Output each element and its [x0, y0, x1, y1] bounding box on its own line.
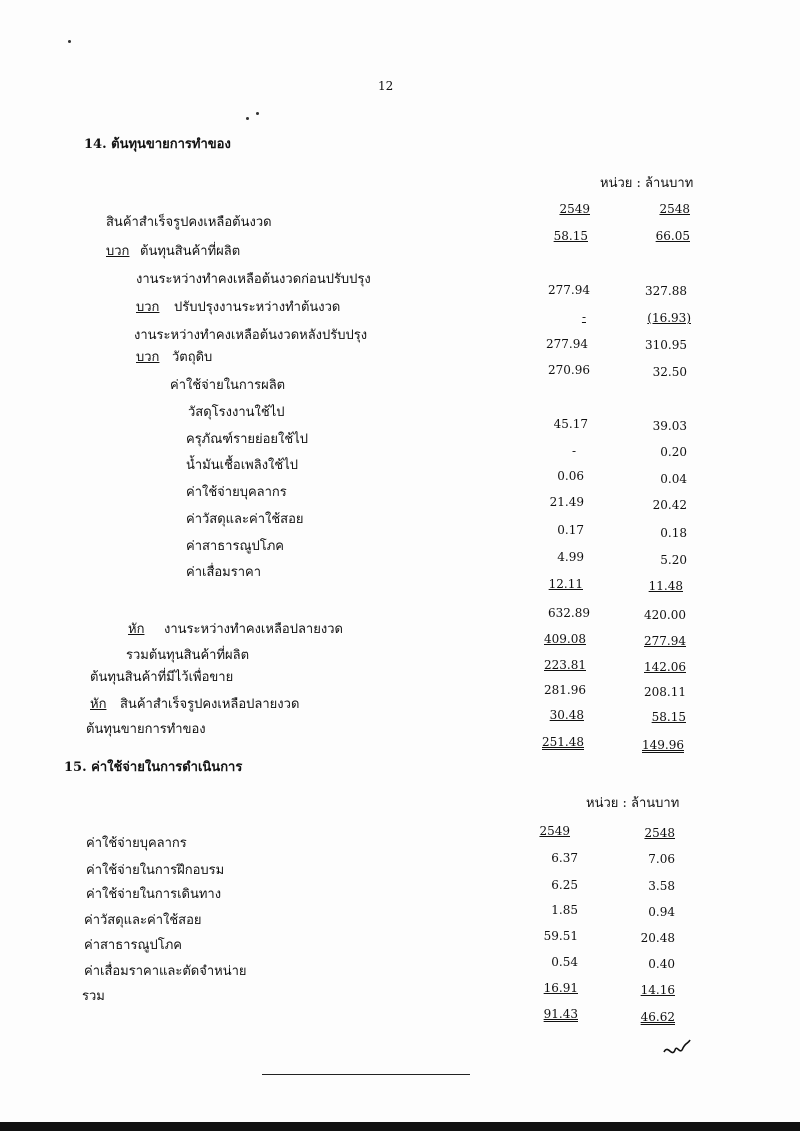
row-value-2549: 6.37: [551, 851, 578, 865]
row-label: ค่าใช้จ่ายในการเดินทาง: [86, 887, 222, 902]
row-label: รวมต้นทุนสินค้าที่ผลิต: [126, 648, 250, 663]
row-value-2549: 0.06: [557, 469, 584, 483]
row-label: ต้นทุนสินค้าที่มีไว้เพื่อขาย: [90, 670, 234, 685]
row-label: ครุภัณฑ์รายย่อยใช้ไป: [186, 432, 309, 447]
section-14-title: 14. ต้นทุนขายการทำของ: [84, 137, 231, 152]
row-value-2548: 58.15: [651, 710, 686, 724]
row-prefix: หัก: [90, 697, 107, 712]
scan-edge-band: [0, 1122, 800, 1131]
row-value-2549: 0.17: [557, 523, 584, 537]
row-prefix: บวก: [136, 350, 160, 365]
row-value-2548: 0.94: [648, 905, 675, 919]
row-label: งานระหว่างทำคงเหลือต้นงวดก่อนปรับปรุง: [136, 272, 371, 287]
row-value-2549: 277.94: [548, 283, 590, 297]
initials-signature-mark: [662, 1036, 692, 1062]
row-value-2548: 66.05: [655, 229, 690, 243]
row-value-2549: 270.96: [548, 363, 590, 377]
row-prefix: บวก: [136, 300, 160, 315]
row-value-2548: 3.58: [648, 879, 675, 893]
row-value-2548: 14.16: [640, 983, 675, 997]
row-label: วัสดุโรงงานใช้ไป: [188, 405, 285, 420]
section-15-unit: หน่วย : ล้านบาท: [586, 796, 680, 811]
section-14-col-2548: 2548: [659, 202, 690, 216]
row-label: ปรับปรุงงานระหว่างทำต้นงวด: [174, 300, 341, 315]
row-label: ต้นทุนขายการทำของ: [86, 722, 206, 737]
row-value-2548: 142.06: [644, 660, 686, 674]
row-label: ค่าเสื่อมราคาและตัดจำหน่าย: [84, 964, 247, 979]
row-value-2548: (16.93): [647, 311, 691, 325]
row-value-2549: 281.96: [544, 683, 586, 697]
section-14-unit: หน่วย : ล้านบาท: [600, 176, 694, 191]
total-value-2549: 91.43: [543, 1007, 578, 1021]
row-value-2548: 20.42: [652, 498, 687, 512]
row-value-2548: 11.48: [648, 579, 683, 593]
row-label: รวม: [82, 989, 105, 1004]
page-number: 12: [378, 79, 394, 93]
row-label: สินค้าสำเร็จรูปคงเหลือต้นงวด: [106, 215, 272, 230]
total-value-2548: 149.96: [642, 738, 684, 752]
row-value-2549: 59.51: [543, 929, 578, 943]
row-label: ค่าใช้จ่ายในการฝึกอบรม: [86, 863, 225, 878]
scan-speck: [246, 117, 249, 120]
row-value-2548: 20.48: [640, 931, 675, 945]
row-label: ค่าเสื่อมราคา: [186, 565, 262, 580]
row-label: ต้นทุนสินค้าที่ผลิต: [140, 244, 241, 259]
total-value-2549: 251.48: [542, 735, 584, 749]
row-label: น้ำมันเชื้อเพลิงใช้ไป: [186, 458, 299, 473]
row-label: ค่าใช้จ่ายบุคลากร: [86, 836, 187, 851]
row-value-2549: 45.17: [553, 417, 588, 431]
row-value-2548: 5.20: [660, 553, 687, 567]
scan-speck: [256, 112, 259, 115]
row-value-2549: 1.85: [551, 903, 578, 917]
row-value-2549: 21.49: [549, 495, 584, 509]
row-value-2549: 0.54: [551, 955, 578, 969]
row-label: ค่าสาธารณูปโภค: [186, 539, 285, 554]
row-value-2549: 30.48: [549, 708, 584, 722]
row-prefix: หัก: [128, 622, 145, 637]
subtotal-value-2549: 632.89: [548, 606, 590, 620]
row-prefix: บวก: [106, 244, 130, 259]
row-value-2549: 58.15: [553, 229, 588, 243]
row-label: ค่าใช้จ่ายในการผลิต: [170, 378, 286, 393]
row-value-2548: 277.94: [644, 634, 686, 648]
total-value-2548: 46.62: [640, 1010, 675, 1024]
row-value-2549: 16.91: [543, 981, 578, 995]
row-label: วัตถุดิบ: [172, 350, 213, 365]
row-label: ค่าวัสดุและค่าใช้สอย: [186, 512, 304, 527]
row-label: ค่าวัสดุและค่าใช้สอย: [84, 913, 202, 928]
section-15-col-2549: 2549: [539, 824, 570, 838]
row-label: งานระหว่างทำคงเหลือต้นงวดหลังปรับปรุง: [134, 328, 368, 343]
subtotal-value-2548: 420.00: [644, 608, 686, 622]
row-value-2548: 0.20: [660, 445, 687, 459]
row-value-2549: 4.99: [557, 550, 584, 564]
row-label: ค่าสาธารณูปโภค: [84, 938, 183, 953]
row-label: สินค้าสำเร็จรูปคงเหลือปลายงวด: [120, 697, 300, 712]
row-label: ค่าใช้จ่ายบุคลากร: [186, 485, 287, 500]
row-value-2548: 310.95: [645, 338, 687, 352]
row-value-2549: 223.81: [544, 658, 586, 672]
scan-speck: [68, 40, 71, 43]
row-value-2548: 208.11: [644, 685, 686, 699]
row-value-2548: 327.88: [645, 284, 687, 298]
row-value-2548: 7.06: [648, 852, 675, 866]
row-value-2549: 12.11: [548, 577, 583, 591]
row-value-2548: 0.04: [660, 472, 687, 486]
row-value-2549: -: [581, 310, 586, 324]
section-15-col-2548: 2548: [644, 826, 675, 840]
row-value-2549: 277.94: [546, 337, 588, 351]
row-value-2549: 409.08: [544, 632, 586, 646]
section-14-col-2549: 2549: [559, 202, 590, 216]
section-15-title: 15. ค่าใช้จ่ายในการดำเนินการ: [64, 760, 243, 775]
row-value-2549: 6.25: [551, 878, 578, 892]
row-value-2548: 0.18: [660, 526, 687, 540]
row-value-2548: 39.03: [652, 419, 687, 433]
row-value-2548: 32.50: [652, 365, 687, 379]
footer-rule: [262, 1074, 470, 1075]
row-value-2549: -: [571, 444, 576, 458]
row-value-2548: 0.40: [648, 957, 675, 971]
row-label: งานระหว่างทำคงเหลือปลายงวด: [164, 622, 343, 637]
